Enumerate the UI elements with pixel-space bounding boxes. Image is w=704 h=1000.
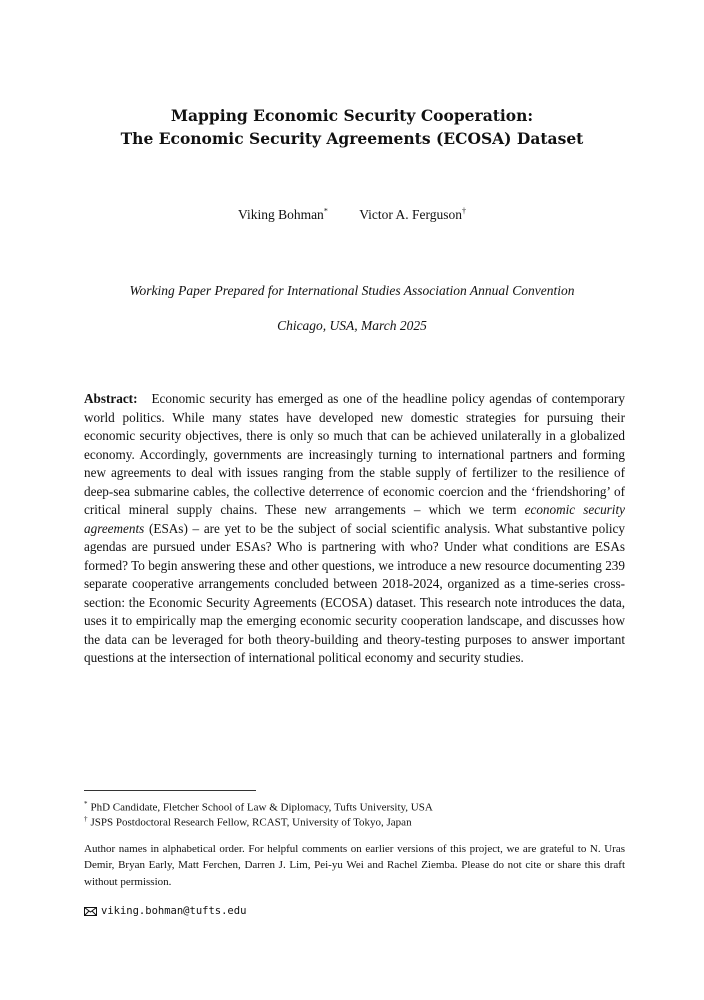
footnote-2-mark: † bbox=[84, 815, 88, 823]
author-2 bbox=[359, 207, 466, 222]
footnote-rule bbox=[84, 790, 256, 791]
footnote-2-text: JSPS Postdoctoral Research Fellow, RCAST, University of Tokyo, Japan bbox=[90, 816, 412, 829]
abstract-italic-term: economic security agreements bbox=[84, 502, 625, 536]
author-1-mark: * bbox=[323, 206, 328, 215]
abstract-label: Abstract: bbox=[84, 391, 138, 406]
envelope-icon bbox=[84, 907, 97, 916]
author-list bbox=[0, 206, 704, 223]
abstract bbox=[84, 390, 625, 668]
author-2-name: Victor A. Ferguson bbox=[359, 206, 462, 222]
author-2-mark: † bbox=[462, 206, 466, 215]
title-line-2: The Economic Security Agreements (ECOSA) Dataset bbox=[120, 129, 584, 148]
title-line-1: Mapping Economic Security Cooperation: bbox=[170, 106, 534, 125]
abstract-text-2: (ESAs) – are yet to be the subject of social scientific analysis. What substantive policy agendas are pursued under ESAs? Who is partnering with who? Under what conditions are ESAs formed? To begin answering these and other questions, we introduce a new resource documenting 239 separate cooperative arrangements concluded between 2018-2024, organized as a time-series cross-section: the Economic Security Agreements (ECOSA) dataset. This research note introduces the data, uses it to empirically map the emerging economic security cooperation landscape, and discusses how the data can be leveraged for both theory-building and theory-testing purposes to answer important questions at the intersection of international political economy and security studies. bbox=[84, 520, 625, 665]
abstract-text-1: Economic security has emerged as one of the headline policy agendas of contemporary world politics. While many states have developed new domestic strategies for pursuing their economic security objectives, there is only so much that can be achieved unilaterally in a globalized economy. Accordingly, governments are increasingly turning to international partners and forming new agreements to deal with issues ranging from the stable supply of fertilizer to the resilience of deep-sea submarine cables, the collective deterrence of economic coercion and the ‘friendshoring’ of critical mineral supply chains. These new arrangements – which we term bbox=[84, 391, 625, 517]
author-1 bbox=[238, 207, 328, 222]
acknowledgement-note: Author names in alphabetical order. For helpful comments on earlier versions of this project, we are grateful to N. Uras Demir, Bryan Early, Matt Ferchen, Darren J. Lim, Pei-yu Wei and Rachel Ziemba. Please do not cite or share this draft without permission. bbox=[84, 843, 625, 888]
footnote-1-mark: * bbox=[84, 800, 88, 808]
email-address[interactable]: viking.bohman@tufts.edu bbox=[101, 905, 247, 917]
place-date: Chicago, USA, March 2025 bbox=[277, 318, 427, 333]
paper-title bbox=[0, 104, 704, 150]
venue: Working Paper Prepared for International Studies Association Annual Convention bbox=[129, 283, 575, 298]
author-1-name: Viking Bohman bbox=[238, 206, 324, 222]
footnote-1-text: PhD Candidate, Fletcher School of Law & Diplomacy, Tufts University, USA bbox=[90, 801, 433, 814]
email-line[interactable] bbox=[84, 905, 246, 917]
footnote-2 bbox=[84, 812, 625, 831]
